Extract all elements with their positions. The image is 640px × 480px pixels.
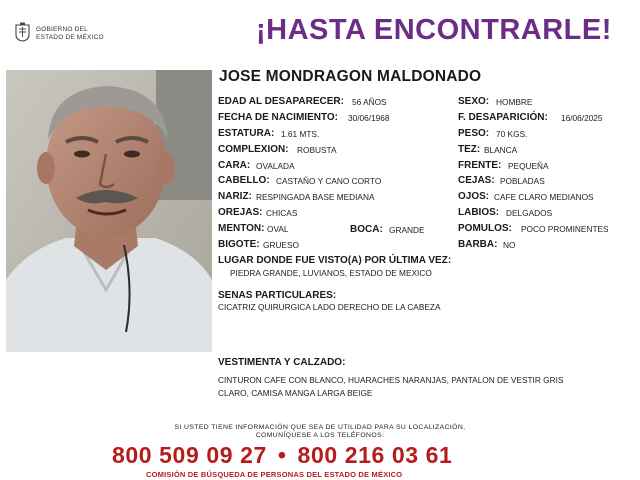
field-label-hair: CABELLO: bbox=[218, 175, 270, 186]
clothing-value-line-1: CINTURON CAFE CON BLANCO, HUARACHES NARANJAS, PANTALON DE VESTIR GRIS bbox=[218, 375, 564, 385]
field-label-ears: OREJAS: bbox=[218, 207, 263, 218]
commission-name: COMISIÓN DE BÚSQUEDA DE PERSONAS DEL ESTADO DE MÉXICO bbox=[146, 470, 403, 479]
field-value-forehead: PEQUEÑA bbox=[508, 161, 549, 171]
field-label-face: CARA: bbox=[218, 160, 251, 171]
contact-info bbox=[155, 424, 485, 440]
field-value-weight: 70 KGS. bbox=[496, 129, 528, 139]
missing-person-photo bbox=[6, 70, 212, 352]
field-label-build: COMPLEXION: bbox=[218, 144, 289, 155]
field-value-age: 56 AÑOS bbox=[352, 97, 387, 107]
field-label-cheekbones: POMULOS: bbox=[458, 223, 512, 234]
field-label-eyebrows: CEJAS: bbox=[458, 175, 495, 186]
phone-numbers bbox=[112, 442, 452, 469]
field-label-complexion: TEZ: bbox=[458, 144, 481, 155]
field-label-birthdate: FECHA DE NACIMIENTO: bbox=[218, 112, 338, 123]
phone-number-1[interactable]: 800 509 09 27 bbox=[112, 442, 267, 468]
field-value-hair: CASTAÑO Y CANO CORTO bbox=[276, 176, 382, 186]
field-label-eyes: OJOS: bbox=[458, 191, 490, 202]
field-value-disappearance-date: 16/06/2025 bbox=[561, 113, 603, 123]
gov-line-2: ESTADO DE MÉXICO bbox=[36, 33, 104, 41]
field-value-nose: RESPINGADA BASE MEDIANA bbox=[256, 192, 375, 202]
phone-number-2[interactable]: 800 216 03 61 bbox=[297, 442, 453, 468]
field-label-beard: BARBA: bbox=[458, 239, 498, 250]
contact-info-line-1: SI USTED TIENE INFORMACIÓN QUE SEA DE UTILIDAD PARA SU LOCALIZACIÓN, bbox=[174, 424, 466, 431]
clothing-label: VESTIMENTA Y CALZADO: bbox=[218, 357, 346, 368]
marks-value: CICATRIZ QUIRURGICA LADO DERECHO DE LA CABEZA bbox=[218, 302, 441, 312]
government-logo-text bbox=[36, 26, 104, 41]
field-value-birthdate: 30/06/1968 bbox=[348, 113, 390, 123]
phone-separator: • bbox=[277, 442, 287, 468]
field-value-complexion: BLANCA bbox=[484, 145, 518, 155]
field-label-nose: NARIZ: bbox=[218, 191, 252, 202]
field-value-build: ROBUSTA bbox=[297, 145, 337, 155]
headline: ¡HASTA ENCONTRARLE! bbox=[256, 14, 612, 46]
field-value-beard: NO bbox=[503, 240, 516, 250]
field-label-lips: LABIOS: bbox=[458, 207, 500, 218]
field-value-face: OVALADA bbox=[256, 161, 295, 171]
field-value-ears: CHICAS bbox=[266, 208, 298, 218]
field-value-height: 1.61 MTS. bbox=[281, 129, 320, 139]
field-label-sex: SEXO: bbox=[458, 96, 490, 107]
clothing-value-line-2: CLARO, CAMISA MANGA LARGA BEIGE bbox=[218, 388, 373, 398]
field-value-cheekbones: POCO PROMINENTES bbox=[521, 224, 609, 234]
field-label-mouth: BOCA: bbox=[350, 224, 383, 235]
last-seen-value: PIEDRA GRANDE, LUVIANOS, ESTADO DE MEXICO bbox=[230, 268, 432, 278]
last-seen-label: LUGAR DONDE FUE VISTO(A) POR ÚLTIMA VEZ: bbox=[218, 255, 452, 266]
field-value-moustache: GRUESO bbox=[263, 240, 299, 250]
field-label-disappearance-date: F. DESAPARICIÓN: bbox=[458, 112, 548, 123]
contact-info-line-2: COMUNÍQUESE A LOS TELÉFONOS: bbox=[255, 432, 385, 439]
field-label-weight: PESO: bbox=[458, 128, 490, 139]
field-value-eyes: CAFE CLARO MEDIANOS bbox=[494, 192, 594, 202]
field-value-mouth: GRANDE bbox=[389, 225, 425, 235]
field-label-forehead: FRENTE: bbox=[458, 160, 502, 171]
field-label-age: EDAD AL DESAPARECER: bbox=[218, 96, 344, 107]
person-name: JOSE MONDRAGON MALDONADO bbox=[219, 68, 482, 85]
field-value-eyebrows: POBLADAS bbox=[500, 176, 545, 186]
field-value-sex: HOMBRE bbox=[496, 97, 533, 107]
field-value-lips: DELGADOS bbox=[506, 208, 553, 218]
field-label-height: ESTATURA: bbox=[218, 128, 275, 139]
field-label-chin: MENTON: bbox=[218, 223, 265, 234]
state-seal-icon bbox=[14, 22, 31, 42]
marks-label: SENAS PARTICULARES: bbox=[218, 290, 337, 301]
field-value-chin: OVAL bbox=[267, 224, 289, 234]
gov-line-1: GOBIERNO DEL bbox=[36, 26, 88, 33]
field-label-moustache: BIGOTE: bbox=[218, 239, 260, 250]
